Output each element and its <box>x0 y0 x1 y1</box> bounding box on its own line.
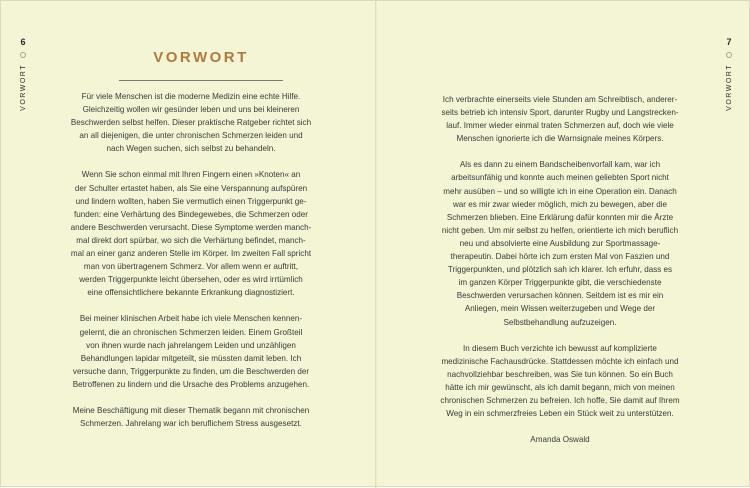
text-line: Anliegen, mein Wissen weiterzugeben und Wege der <box>464 304 656 314</box>
body-paragraph <box>425 93 695 145</box>
text-line: therapeutin. Dabei hörte ich zum ersten Mal von Faszien und <box>450 252 670 262</box>
body-paragraph <box>60 168 322 299</box>
author-signature: Amanda Oswald <box>530 435 590 445</box>
title-divider <box>119 80 283 81</box>
text-line: Selbstbehandlung aufzuzeigen. <box>503 317 617 327</box>
body-paragraph <box>425 342 695 421</box>
text-line: Wenn Sie schon einmal mit Ihren Fingern einen »Knoten« an <box>81 170 301 180</box>
right-margin-header <box>721 37 737 111</box>
text-line: nachvollziehbar beschreiben, was Sie tun können. So ein Buch <box>447 369 673 379</box>
text-line: In diesem Buch verzichte ich bewusst auf komplizierte <box>463 343 657 353</box>
text-line: nicht geben. Um mir selbst zu helfen, orientierte ich mich beruflich <box>441 225 679 235</box>
text-line: Als es dann zu einem Bandscheibenvorfall kam, war ich <box>459 160 661 170</box>
text-line: mal an einer ganz anderen Stelle im Körper. Im zweiten Fall spricht <box>70 249 312 259</box>
text-line: im ganzen Körper Triggerpunkte gibt, die verschiedenste <box>458 278 662 288</box>
text-line: versuche dann, Triggerpunkte zu finden, um die Beschwerden der <box>72 366 310 376</box>
text-line: arbeitsunfähig und konnte auch meinen geliebten Sport nicht <box>451 173 669 183</box>
right-page-number: 7 <box>726 37 732 47</box>
book-spine <box>375 1 377 488</box>
text-line: chronischen Schmerzen zu befreien. Ich hoffe, Sie damit auf Ihrem <box>440 395 680 405</box>
text-line: Behandlungen lapidar mitgeteilt, sie müssten damit leben. Ich <box>80 353 302 363</box>
margin-dot-icon <box>726 52 732 58</box>
text-line: und lindern wollten, haben Sie vermutlich einen Triggerpunkt ge- <box>75 196 307 206</box>
text-line: funden: eine Verhärtung des Bindegewebes, die Schmerzen oder <box>74 209 308 219</box>
text-line: Triggerpunkten, und plötzlich sah ich klarer. Ich erfuhr, dass es <box>447 265 673 275</box>
text-line: Beschwerden selbst helfen. Dieser praktische Ratgeber richtet sich <box>70 118 312 128</box>
text-line: der Schulter ertastet haben, als Sie eine Verspannung aufspüren <box>74 183 308 193</box>
right-page-body <box>425 93 695 459</box>
text-line: seits betrieb ich intensiv Sport, darunter Rugby und Langstrecken- <box>441 108 679 118</box>
text-line: Ich verbrachte einerseits viele Stunden am Schreibtisch, anderer- <box>442 95 678 104</box>
text-line: Weg in ein schmerzfreies Leben ein Stück weit zu unterstützen. <box>446 409 674 419</box>
text-line: hätte ich mir gewünscht, als ich damit begann, mich von meinen <box>445 382 675 392</box>
margin-dot-icon <box>20 52 26 58</box>
text-line: lauf. Immer wieder einmal traten Schmerzen auf, doch wie viele <box>446 121 674 131</box>
text-line: Gleichzeitig wollen wir gesünder leben und uns bei kleineren <box>82 105 300 115</box>
text-line: Bei meiner klinischen Arbeit habe ich viele Menschen kennen- <box>79 314 303 324</box>
left-margin-header <box>15 37 31 111</box>
body-paragraph <box>60 404 322 430</box>
text-line: nach Wegen suchen, sich selbst zu behandeln. <box>106 144 276 154</box>
text-line: von ihnen wurde nach jahrelangem Leiden und unzähligen <box>86 340 296 350</box>
text-line: Schmerzen. Jahrelang war ich beruflichem Stress ausgesetzt. <box>80 419 302 429</box>
text-line: Menschen ignorierte ich die Warnsignale meines Körpers. <box>456 134 664 144</box>
body-paragraph <box>425 158 695 328</box>
text-line: mehr ausüben – und so willigte ich in eine Operation ein. Danach <box>443 186 677 196</box>
right-running-head: VORWORT <box>725 64 733 111</box>
chapter-title: VORWORT <box>153 49 249 66</box>
text-line: Beschwerden verursachen können. Seitdem ist es mir ein <box>456 291 664 301</box>
text-line: gelernt, die an chronischen Schmerzen leiden. Einem Großteil <box>79 327 303 337</box>
text-line: war es mir zwar wieder möglich, mich zu bewegen, aber die <box>452 199 668 209</box>
text-line: andere Beschwerden verursacht. Diese Symptome werden manch- <box>70 222 312 232</box>
text-line: mal direkt dort spürbar, wo sich die Verhärtung befindet, manch- <box>76 235 306 245</box>
text-line: Betroffenen zu lindern und die Ursache des Problems anzugehen. <box>72 379 310 389</box>
left-page-number: 6 <box>20 37 26 47</box>
text-line: an all diejenigen, die unter chronischen Schmerzen leiden und <box>79 131 303 141</box>
text-line: man von übertragenem Schmerz. Vor allem wenn er auftritt, <box>83 262 299 272</box>
text-line: Meine Beschäftigung mit dieser Thematik begann mit chronischen <box>72 405 310 415</box>
left-page-body <box>60 90 322 443</box>
text-line: Schmerzen blieben. Eine Erklärung dafür konnten mir die Ärzte <box>446 212 674 222</box>
body-paragraph <box>60 312 322 391</box>
text-line: Für viele Menschen ist die moderne Medizin eine echte Hilfe. <box>81 92 301 101</box>
text-line: eine offensichtlichere bekannte Erkrankung diagnostiziert. <box>87 288 295 298</box>
text-line: medizinische Fachausdrücke. Stattdessen möchte ich einfach und <box>441 356 679 366</box>
text-line: neu und absolvierte eine Ausbildung zur Sportmassage- <box>459 238 661 248</box>
text-line: werden Triggerpunkte leicht übersehen, oder es wird irrtümlich <box>79 275 303 285</box>
left-running-head: VORWORT <box>19 64 27 111</box>
body-paragraph <box>60 90 322 155</box>
